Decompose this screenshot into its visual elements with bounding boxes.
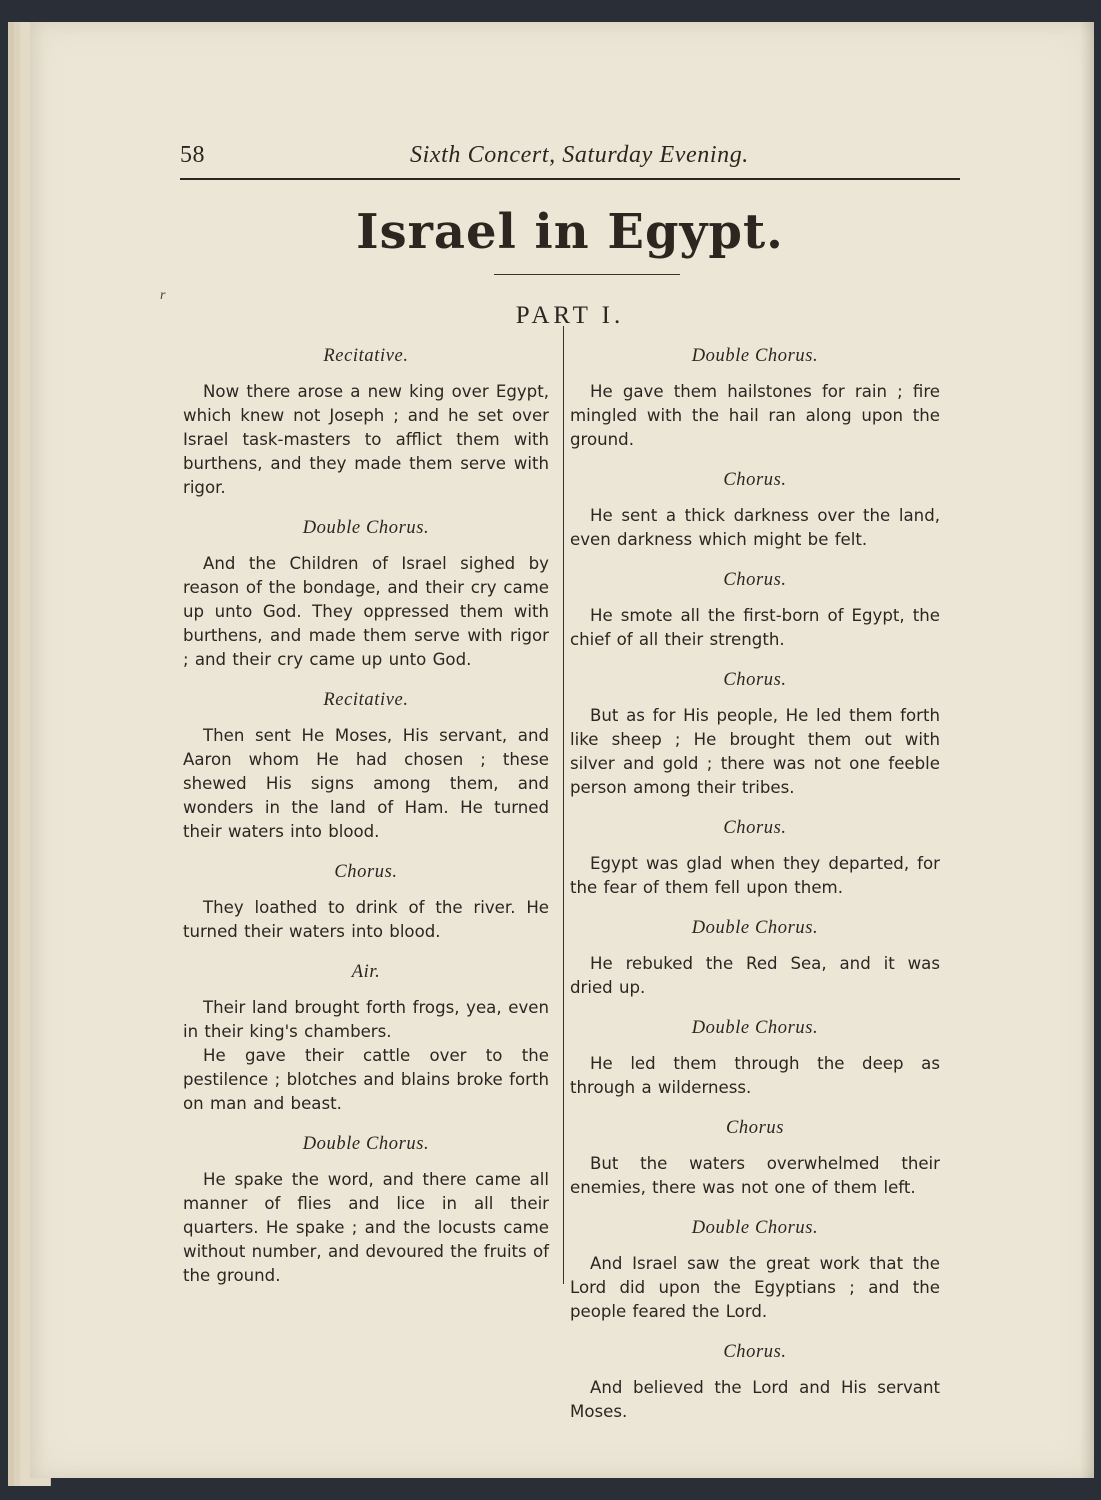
section-heading: Chorus.	[723, 818, 787, 838]
right-column	[570, 344, 940, 1440]
section	[183, 516, 549, 672]
section	[570, 668, 940, 800]
margin-mark: r	[160, 288, 166, 303]
section-heading: Air.	[351, 962, 381, 982]
section-text: But as for His people, He led them forth like sheep ; He brought them out with silver and gold ; there was not one feeble person among their tribes.	[570, 706, 940, 797]
section-heading: Chorus.	[334, 862, 398, 882]
section-heading: Double Chorus.	[302, 1134, 430, 1154]
section-heading: Recitative.	[323, 690, 409, 710]
section	[570, 916, 940, 1000]
section-heading: Double Chorus.	[691, 918, 819, 938]
section	[570, 468, 940, 552]
part-heading: PART I.	[515, 302, 625, 329]
section-heading: Chorus.	[723, 470, 787, 490]
title-divider	[494, 274, 680, 275]
section-heading: Recitative.	[323, 346, 409, 366]
page-title: Israel in Egypt.	[356, 204, 784, 260]
section	[570, 1340, 940, 1424]
section	[183, 860, 549, 944]
section-text: Egypt was glad when they departed, for the fear of them fell upon them.	[570, 854, 940, 897]
section-text: He rebuked the Red Sea, and it was dried up.	[570, 954, 940, 997]
section-heading: Double Chorus.	[691, 1218, 819, 1238]
section-text: And the Children of Israel sighed by reason of the bondage, and their cry came up unto God. They oppressed them with burthens, and made them serve with rigor ; and their cry came up unto God.	[183, 554, 549, 669]
page-shadow	[1080, 22, 1094, 1478]
section	[183, 960, 549, 1116]
section-heading: Double Chorus.	[302, 518, 430, 538]
section-text: He gave them hailstones for rain ; fire mingled with the hail ran along upon the ground.	[570, 382, 940, 449]
section	[183, 344, 549, 500]
section	[570, 1016, 940, 1100]
section	[570, 568, 940, 652]
section	[570, 1116, 940, 1200]
section-text: They loathed to drink of the river. He turned their waters into blood.	[183, 898, 549, 941]
section-heading: Chorus	[725, 1118, 785, 1138]
section-text: Their land brought forth frogs, yea, even in their king's chambers.	[183, 998, 549, 1041]
section-text: He spake the word, and there came all manner of flies and lice in all their quarters. He spake ; and the locusts came without number, and devoured the fruits of the ground.	[183, 1170, 549, 1285]
section	[570, 344, 940, 452]
section-heading: Chorus.	[723, 1342, 787, 1362]
section	[570, 1216, 940, 1324]
section-text: He smote all the first-born of Egypt, the chief of all their strength.	[570, 606, 940, 649]
page-number: 58	[180, 142, 205, 168]
section-heading: Double Chorus.	[691, 346, 819, 366]
section	[183, 1132, 549, 1288]
section-text: He led them through the deep as through a wilderness.	[570, 1054, 940, 1097]
section	[570, 816, 940, 900]
section-text: He sent a thick darkness over the land, even darkness which might be felt.	[570, 506, 940, 549]
left-column	[183, 344, 549, 1304]
section-text: And Israel saw the great work that the Lord did upon the Egyptians ; and the people feared the Lord.	[570, 1254, 940, 1321]
section-heading: Chorus.	[723, 670, 787, 690]
section-heading: Chorus.	[723, 570, 787, 590]
running-header	[180, 138, 960, 180]
section-text: But the waters overwhelmed their enemies, there was not one of them left.	[570, 1154, 940, 1197]
section-text: And believed the Lord and His servant Moses.	[570, 1378, 940, 1421]
section-text: He gave their cattle over to the pestilence ; blotches and blains broke forth on man and beast.	[183, 1046, 549, 1113]
section-text: Then sent He Moses, His servant, and Aaron whom He had chosen ; these shewed His signs among them, and wonders in the land of Ham. He turned their waters into blood.	[183, 726, 549, 841]
section	[183, 688, 549, 844]
section-heading: Double Chorus.	[691, 1018, 819, 1038]
section-text: Now there arose a new king over Egypt, which knew not Joseph ; and he set over Israel task-masters to afflict them with burthens, and they made them serve with rigor.	[183, 382, 549, 497]
running-head: Sixth Concert, Saturday Evening.	[410, 142, 749, 168]
column-divider	[563, 326, 564, 1284]
